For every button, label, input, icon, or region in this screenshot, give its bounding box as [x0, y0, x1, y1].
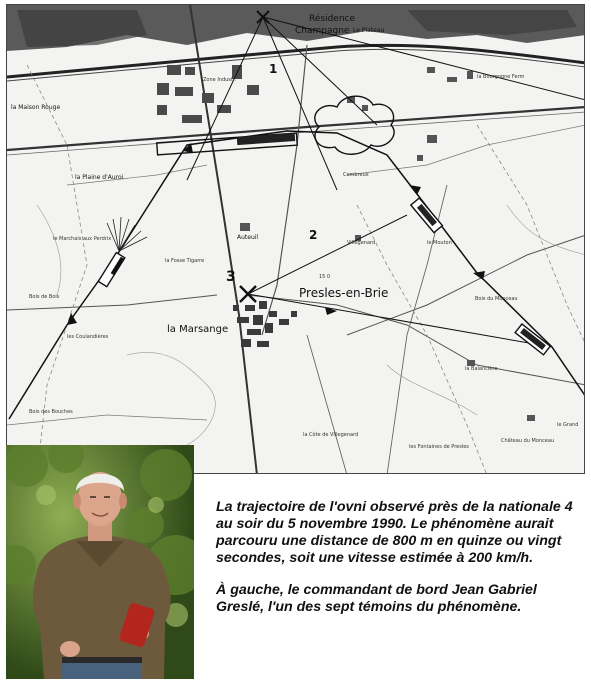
- label-fosse-tigarre: la Fosse Tigarre: [165, 258, 205, 264]
- label-maison-rouge: la Maison Rouge: [11, 104, 61, 111]
- object-silhouettes: [98, 133, 550, 355]
- boundary: [477, 125, 585, 345]
- label-balanciere: la Balancière: [465, 366, 498, 372]
- light-rays: [107, 217, 147, 251]
- label-coulandieres: les Coulandières: [67, 334, 109, 340]
- road-east: [347, 235, 585, 335]
- witness-portrait: [6, 445, 194, 679]
- label-mouton: le Mouton: [427, 240, 452, 246]
- label-marsange: la Marsange: [167, 324, 229, 335]
- nationale-4-road: [7, 104, 585, 150]
- label-champagne: Champagne: [295, 26, 350, 36]
- trajectory-map: [6, 4, 585, 474]
- label-cote-villegenard: la Côte de Villegenard: [303, 432, 359, 438]
- road-south: [307, 335, 347, 474]
- label-presles-en-brie: Presles-en-Brie: [299, 286, 389, 300]
- presles-town: [233, 301, 297, 347]
- label-plateau: Le Plateau: [353, 27, 385, 34]
- label-marchais: le Marchais aux Perdrix: [53, 236, 112, 242]
- label-bois-monceau: Bois du Monceau: [475, 296, 518, 302]
- marker-2: 2: [309, 228, 318, 242]
- path: [7, 415, 207, 425]
- label-bois-bouches: Bois des Bouches: [29, 409, 73, 415]
- urban-block: [17, 10, 147, 47]
- railway-line: [7, 45, 585, 77]
- label-plaine-auroi: la Plaine d'Auroi: [75, 174, 124, 181]
- caption: [216, 499, 584, 631]
- label-bois-de-bois: Bois de Bois: [29, 294, 60, 300]
- marker-1: 1: [269, 62, 278, 76]
- boundary: [357, 205, 487, 474]
- label-presles-prefix: 15 0: [319, 274, 331, 280]
- label-bourgogne: la Bourgogne Ferm: [477, 74, 525, 80]
- label-grand: le Grand: [557, 422, 579, 428]
- path: [347, 125, 585, 175]
- caption-paragraph-1: La trajectoire de l'ovni observé près de la nationale 4 au soir du 5 novembre 1990. Le phénomène aurait parcouru une distance de 800 m en quinze ou vingt secondes, soit une vitesse estimée à 200 km/h.: [216, 499, 573, 566]
- label-residence: Résidence: [309, 14, 356, 24]
- label-chateau-monceau: Château du Monceau: [501, 438, 555, 444]
- label-auteuil: Auteuil: [237, 234, 259, 241]
- caption-paragraph-2: À gauche, le commandant de bord Jean Gabriel Greslé, l'un des sept témoins du phénomène.: [216, 582, 537, 615]
- label-combreux: Combreux: [343, 172, 369, 178]
- marker-3: 3: [226, 269, 236, 285]
- label-villegenard: Villegenard: [347, 240, 376, 246]
- label-fontaines: les Fontaines de Presles: [409, 444, 469, 450]
- label-zone-industrielle: Zone Industr.: [203, 77, 237, 83]
- witness-photo: [6, 445, 194, 679]
